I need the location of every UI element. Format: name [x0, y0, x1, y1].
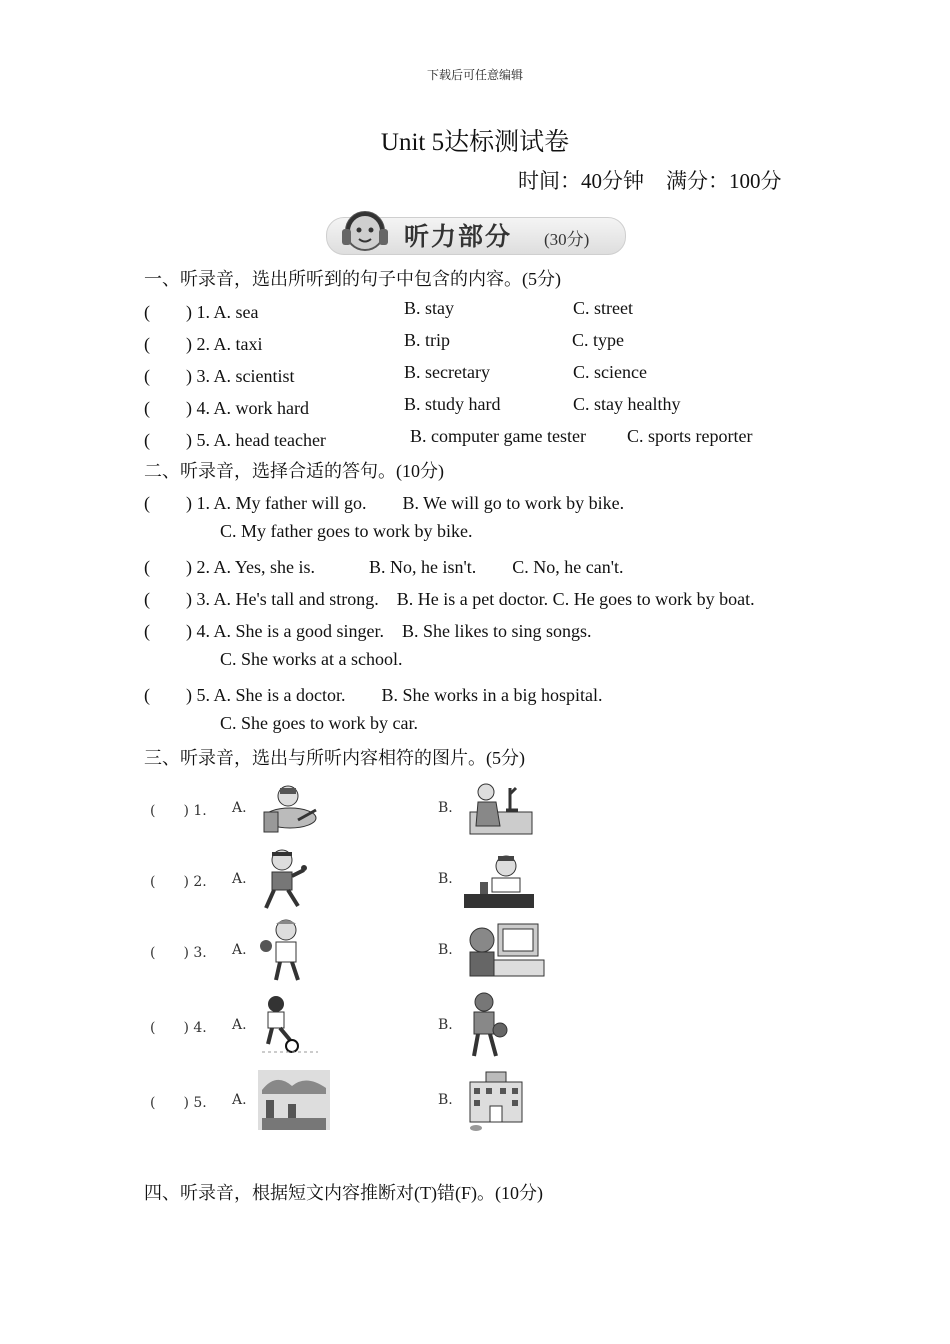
scientist-microscope-icon [462, 778, 534, 840]
s2-line-6: C. She works at a school. [220, 649, 403, 669]
s3-q5-b-label: B. [438, 1092, 453, 1108]
factory-pollution-icon [258, 1070, 330, 1130]
s1-q1-c: C. street [573, 298, 633, 318]
s3-q5-a-label: A. [232, 1092, 247, 1108]
section4-heading: 四、听录音，根据短文内容推断对(T)错(F)。(10分) [144, 1183, 543, 1203]
s1-q4-a: ( ) 4. A. work hard [144, 398, 309, 418]
football-player-icon [258, 994, 320, 1056]
s1-q2-a: ( ) 2. A. taxi [144, 334, 263, 354]
s2-line-8: C. She goes to work by car. [220, 713, 418, 733]
basketball-player-icon [464, 990, 510, 1064]
headphones-icon [334, 205, 396, 259]
ping-pong-player-icon [258, 916, 308, 984]
s3-q3-a-label: A. [232, 942, 247, 958]
section3-heading: 三、听录音，选出与所听内容相符的图片。(5分) [144, 748, 525, 768]
section1-heading: 一、听录音，选出所听到的句子中包含的内容。(5分) [144, 269, 561, 289]
page-title: Unit 5达标测试卷 [380, 129, 570, 156]
s1-q1-b: B. stay [404, 298, 455, 318]
s1-q5-a: ( ) 5. A. head teacher [144, 430, 326, 450]
school-building-icon [462, 1068, 530, 1134]
s2-line-1: ( ) 1. A. My father will go. B. We will go to work by bike. [144, 493, 625, 513]
s2-line-7: ( ) 5. A. She is a doctor. B. She works in a big hospital. [144, 685, 603, 705]
full-score: 满分：100分 [666, 169, 782, 193]
reporter-running-icon [258, 846, 310, 912]
s1-q4-b: B. study hard [404, 394, 501, 414]
s1-q2-b: B. trip [404, 330, 451, 350]
s1-q3-a: ( ) 3. A. scientist [144, 366, 295, 386]
listening-banner [326, 205, 626, 259]
header-note: 下载后可任意编辑 [426, 68, 523, 82]
s1-q4-c: C. stay healthy [573, 394, 681, 414]
s1-q5-c: C. sports reporter [627, 426, 753, 446]
pilot-plane-icon [258, 780, 322, 840]
s3-q3-num: ( ) 3. [150, 945, 207, 961]
section2-heading: 二、听录音，选择合适的答句。(10分) [144, 461, 444, 481]
s3-q1-b-label: B. [438, 800, 453, 816]
s3-q1-a-label: A. [232, 800, 247, 816]
exam-meta [518, 165, 804, 195]
banner-title: 听力部分 [404, 222, 513, 251]
s3-q1-num: ( ) 1. [150, 803, 207, 819]
s3-q4-b-label: B. [438, 1017, 453, 1033]
man-at-desk-icon [462, 852, 536, 910]
s2-line-2: C. My father goes to work by bike. [220, 521, 473, 541]
s2-line-5: ( ) 4. A. She is a good singer. B. She likes to sing songs. [144, 621, 592, 641]
s3-q4-num: ( ) 4. [150, 1020, 207, 1036]
s3-q5-num: ( ) 5. [150, 1095, 207, 1111]
s2-line-4: ( ) 3. A. He's tall and strong. B. He is a pet doctor. C. He goes to work by boat. [144, 589, 755, 609]
s3-q3-b-label: B. [438, 942, 453, 958]
s3-q4-a-label: A. [232, 1017, 247, 1033]
s3-q2-num: ( ) 2. [150, 874, 207, 890]
s2-line-3: ( ) 2. A. Yes, she is. B. No, he isn't. C. No, he can't. [144, 557, 624, 577]
banner-score: (30分) [544, 230, 590, 249]
s1-q3-c: C. science [573, 362, 647, 382]
s1-q2-c: C. type [572, 330, 624, 350]
computer-user-icon [466, 920, 546, 980]
s1-q3-b: B. secretary [404, 362, 490, 382]
s1-q1-a: ( ) 1. A. sea [144, 302, 259, 322]
s3-q2-b-label: B. [438, 871, 453, 887]
s3-q2-a-label: A. [232, 871, 247, 887]
time-limit: 时间：40分钟 [518, 169, 644, 193]
s1-q5-b: B. computer game tester [410, 426, 586, 446]
